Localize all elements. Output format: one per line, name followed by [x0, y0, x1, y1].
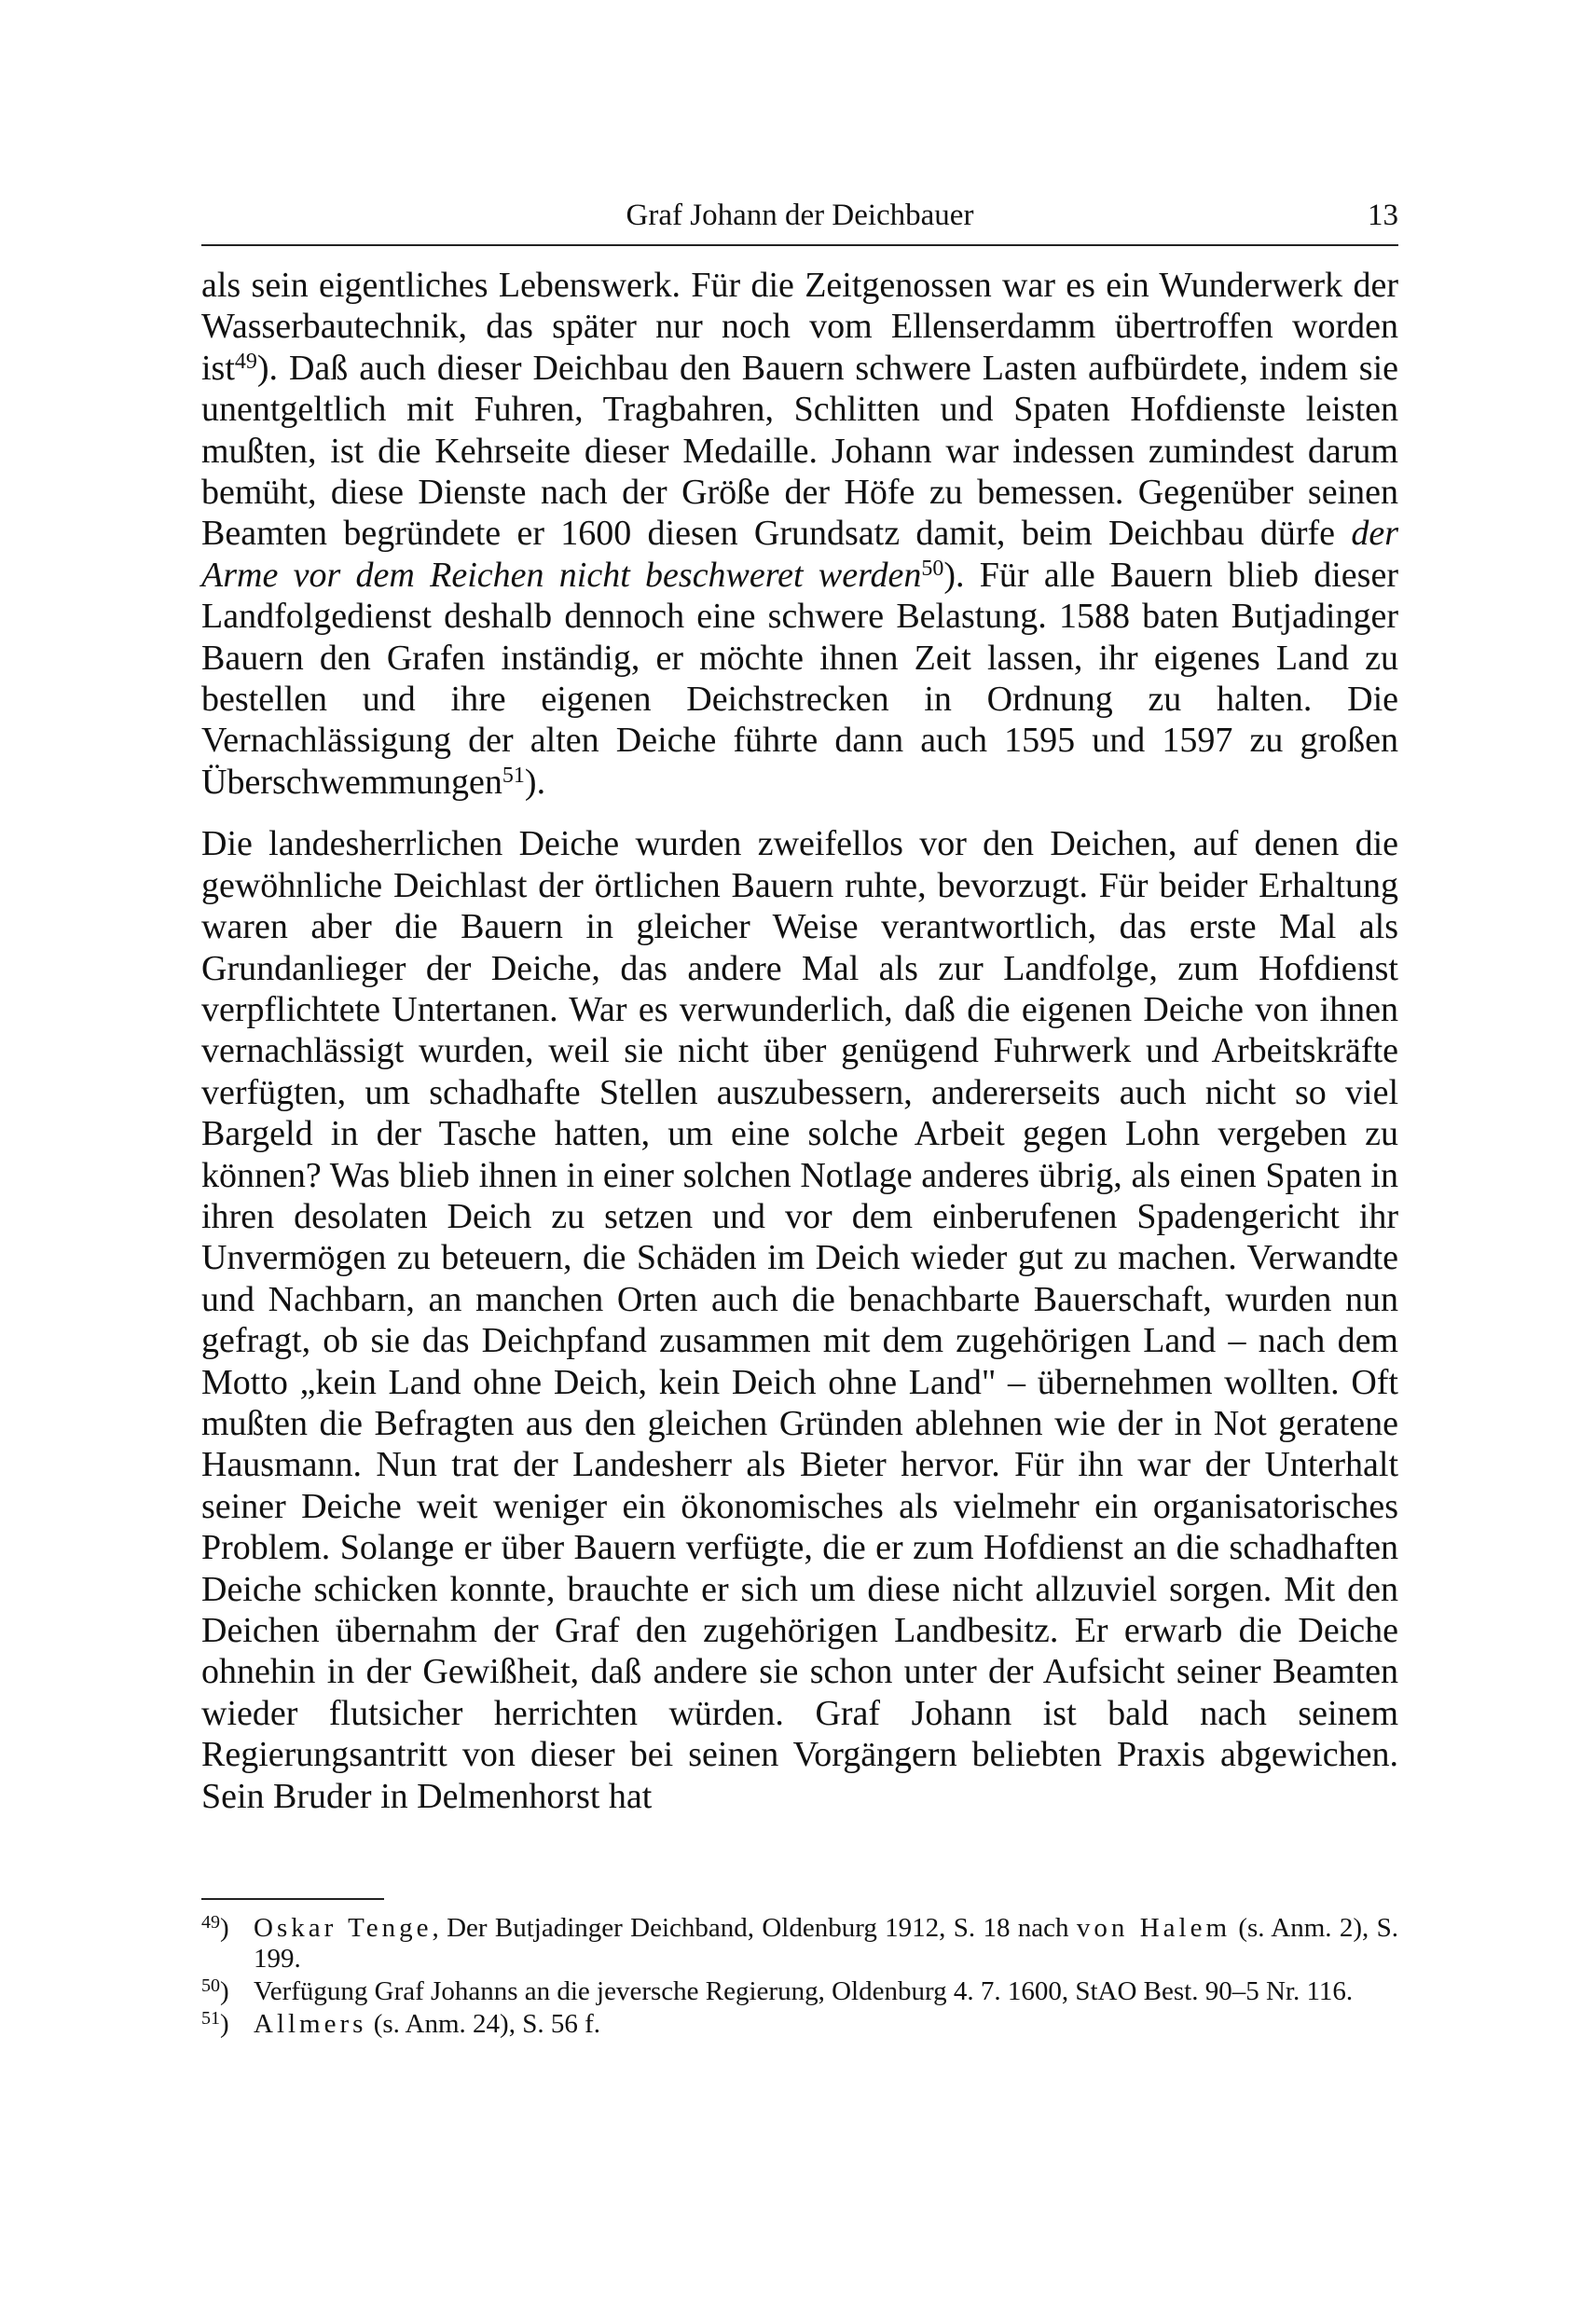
footnote-text — [254, 2009, 1398, 2040]
paragraph-1-part-4: ). — [524, 762, 546, 802]
footnote-mark: $^{49}$) — [201, 1912, 229, 1943]
footnote-text: Verfügung Graf Johanns an die jeversche Regierung, Oldenburg 4. 7. 1600, StAO Best. 90–5 Nr. 116. — [254, 1976, 1354, 2006]
footnote-text — [254, 1913, 1398, 1975]
paragraph-2: Die landesherrlichen Deiche wurden zweifellos vor den Deichen, auf denen die gewöhnliche Deichlast der örtlichen Bauern ruhte, bevorzugt. Für beider Erhaltung waren aber die Bauern in gleicher Weise verantwortlich, das erste Mal als Grundanlieger der Deiche, das andere Mal als zur Landfolge, zum Hofdienst verpflichtete Untertanen. War es verwunderlich, daß die eigenen Deiche von ihnen vernachlässigt wurden, weil sie nicht über genügend Fuhrwerk und Arbeitskräfte verfügten, um schadhafte Stellen auszubessern, andererseits auch nicht so viel Bargeld in der Tasche hatten, um eine solche Arbeit gegen Lohn vergeben zu können? Was blieb ihnen in einer solchen Notlage anderes übrig, als einen Spaten in ihren desolaten Deich zu setzen und vor dem einberufenen Spadengericht ihr Unvermögen zu beteuern, die Schäden im Deich wieder gut zu machen. Verwandte und Nachbarn, an manchen Orten auch die benachbarte Bauerschaft, wurden nun gefragt, ob sie das Deichpfand zusammen mit dem zugehörigen Land – nach dem Motto „kein Land ohne Deich, kein Deich ohne Land" – übernehmen wollten. Oft mußten die Befragten aus den gleichen Gründen ablehnen wie der in Not geratene Hausmann. Nun trat der Landesherr als Bieter hervor. Für ihn war der Unterhalt seiner Deiche weit weniger ein ökonomisches als vielmehr ein organisatorisches Problem. Solange er über Bauern verfügte, die er zum Hofdienst an die schadhaften Deiche schicken konnte, brauchte er sich um diese nicht allzuviel sorgen. Mit den Deichen übernahm der Graf den zugehörigen Landbesitz. Er erwarb die Deiche ohnehin in der Gewißheit, daß andere sie schon unter der Aufsicht seiner Beamten wieder flutsicher herrichten würden. Graf Johann ist bald nach seinem Regierungsantritt von dieser bei seinen Vorgängern beliebten Praxis abgewichen. Sein Bruder in Delmenhorst hat — [201, 824, 1398, 1816]
header-rule — [201, 244, 1398, 246]
footnote-51 — [201, 2009, 1398, 2040]
paragraph-1-part-2: ). Daß auch dieser Deichbau den Bauern schwere Lasten aufbürdete, indem sie unentgeltlich mit Fuhren, Tragbahren, Schlitten und Spaten Hofdienste leisten mußten, ist die Kehrseite dieser Medaille. Johann war indessen zumindest darum bemüht, diese Dienste nach der Größe der Höfe zu bemessen. Gegenüber seinen Beamten begründete er 1600 diesen Grundsatz damit, beim Deichbau dürfe — [201, 348, 1398, 554]
footnote-text-a: (s. Anm. 24), S. 56 f. — [366, 2009, 600, 2039]
running-title: Graf Johann der Deichbauer — [626, 199, 974, 232]
body-text — [201, 265, 1398, 1817]
running-header — [201, 192, 1398, 239]
page-number: 13 — [1368, 199, 1398, 232]
footnotes — [201, 1913, 1398, 2042]
footnote-author: Allmers — [254, 2009, 367, 2039]
footnote-text-b: (s. Anm. 2), S. 199. — [254, 1913, 1398, 1974]
footnote-author: Oskar Tenge — [254, 1913, 433, 1943]
footnote-text-a: , Der Butjadinger Deichband, Oldenburg 1912, S. 18 nach — [432, 1913, 1077, 1943]
footnote-ref-51[interactable]: 51 — [502, 763, 525, 788]
footnote-ref-50[interactable]: 50 — [921, 556, 944, 581]
footnote-rule — [201, 1898, 384, 1900]
paragraph-1 — [201, 265, 1398, 803]
paragraph-1-part-3: ). Für alle Bauern blieb dieser Landfolgedienst deshalb dennoch eine schwere Belastung. 1588 baten Butjadinger Bauern den Grafen inständig, er möchte ihnen Zeit lassen, ihr eigenes Land zu bestellen und ihre eigenen Deichstrecken in Ordnung zu halten. Die Vernachlässigung der alten Deiche führte dann auch 1595 und 1597 zu großen Überschwemmungen — [201, 555, 1398, 802]
paragraph-1-part-1: als sein eigentliches Lebenswerk. Für die Zeitgenossen war es ein Wunderwerk der Wasserbautechnik, das später nur noch vom Ellenserdamm übertroffen worden ist — [201, 266, 1398, 388]
footnote-ref-49[interactable]: 49 — [234, 349, 257, 374]
footnote-author: von Halem — [1076, 1913, 1231, 1943]
footnote-49 — [201, 1913, 1398, 1975]
footnote-mark: $^{51}$) — [201, 2008, 229, 2039]
italic-quote: der Arme vor dem Reichen nicht beschweret werden — [201, 514, 1398, 595]
footnote-50 — [201, 1976, 1398, 2007]
footnote-mark: $^{50}$) — [201, 1975, 229, 2006]
